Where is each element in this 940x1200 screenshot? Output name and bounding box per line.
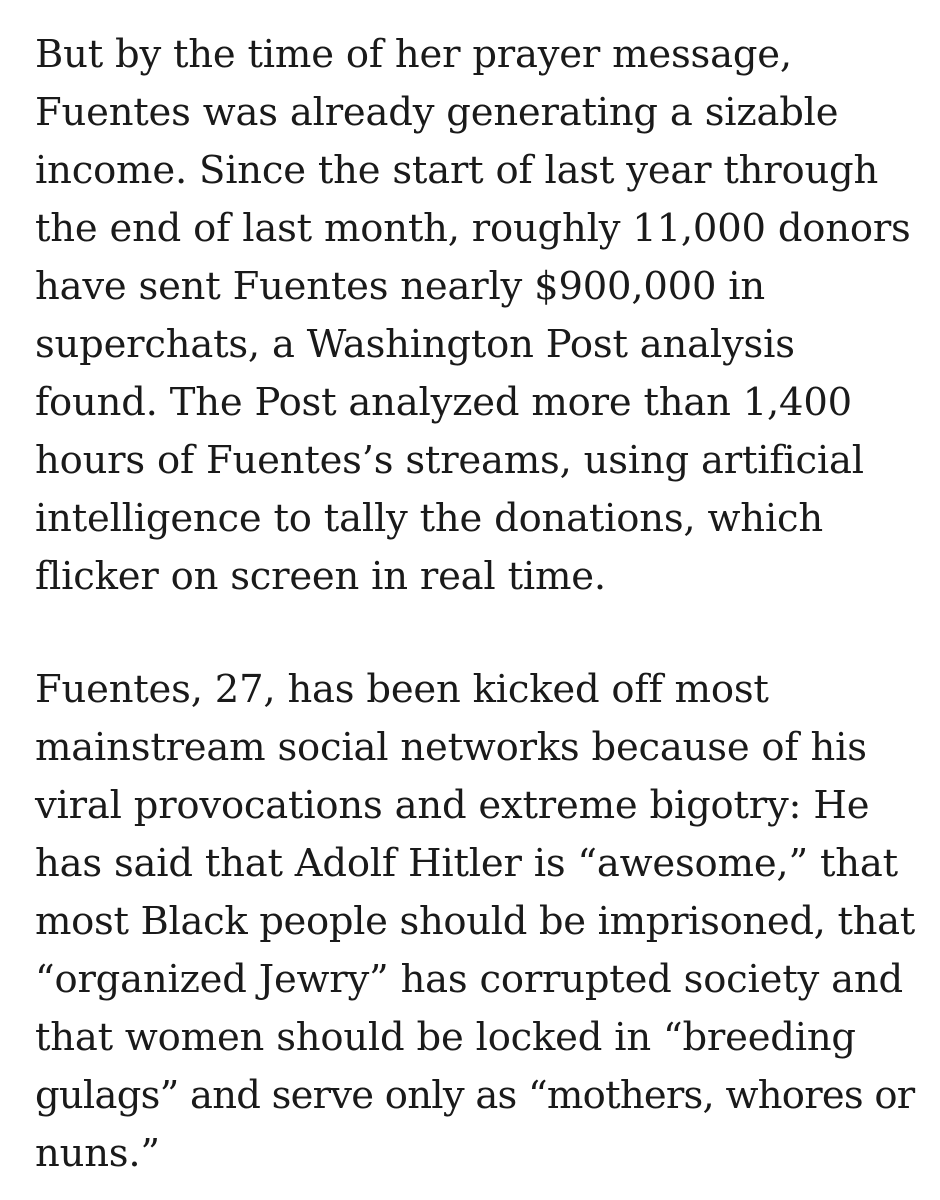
text-line: But by the time of her prayer message,: [35, 32, 792, 77]
text-line: income. Since the start of last year through: [35, 148, 879, 193]
text-line: gulags” and serve only as “mothers, whores or: [35, 1073, 915, 1118]
text-line: nuns.”: [35, 1131, 160, 1176]
text-line: hours of Fuentes’s streams, using artificial: [35, 438, 864, 483]
text-line: mainstream social networks because of his: [35, 725, 867, 770]
paragraph-bigotry: [35, 661, 915, 1183]
text-line: has said that Adolf Hitler is “awesome,” that: [35, 841, 898, 886]
paragraph-donations: [35, 26, 915, 606]
text-line: found. The Post analyzed more than 1,400: [35, 380, 852, 425]
text-line: have sent Fuentes nearly $900,000 in: [35, 264, 765, 309]
text-line: superchats, a Washington Post analysis: [35, 322, 795, 367]
text-line: viral provocations and extreme bigotry: He: [35, 783, 870, 828]
text-line: that women should be locked in “breeding: [35, 1015, 856, 1060]
text-line: intelligence to tally the donations, which: [35, 496, 823, 541]
article-body: [35, 26, 915, 1183]
text-line: “organized Jewry” has corrupted society and: [35, 957, 903, 1002]
text-line: Fuentes, 27, has been kicked off most: [35, 667, 769, 712]
text-line: Fuentes was already generating a sizable: [35, 90, 839, 135]
text-line: most Black people should be imprisoned, that: [35, 899, 915, 944]
text-line: the end of last month, roughly 11,000 donors: [35, 206, 911, 251]
text-line: flicker on screen in real time.: [35, 554, 606, 599]
